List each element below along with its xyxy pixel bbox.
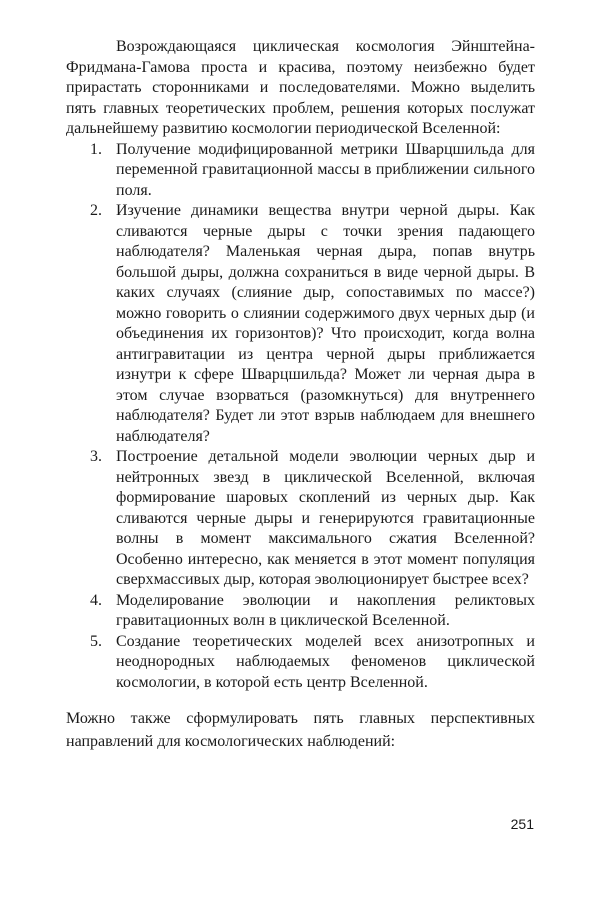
intro-paragraph: Возрождающаяся циклическая космология Эйнштейна-Фридмана-Гамова проста и красива, поэтому неизбежно будет прирастать сторонниками и последователями. Можно выделить пять главных теоретических проблем, решения которых послужат дальнейшему развитию космологии периодической Вселенной: — [66, 38, 535, 137]
list-item-number: 2. — [90, 202, 102, 219]
list-item-text: Получение модифицированной метрики Шварцшильда для переменной гравитационной массы в приближении сильного поля. — [116, 140, 535, 199]
list-item-number: 4. — [90, 591, 102, 609]
list-item-number: 5. — [90, 632, 102, 650]
list-item — [66, 447, 535, 591]
list-item-number: 3. — [90, 448, 102, 465]
list-item-number: 1. — [90, 140, 102, 158]
list-item-text: Построение детальной модели эволюции черных дыр и нейтронных звезд в циклической Вселенной, включая формирование шаровых скоплений из черных дыр. Как сливаются черные дыры и генерируются гравитационные волны в момент максимального сжатия Вселенной? Особенно интересно, как меняется в этот момент популяция сверхмассивых дыр, которая эволюционирует быстрее всех? — [116, 448, 535, 588]
list-item-text: Создание теоретических моделей всех анизотропных и неоднородных наблюдаемых феноменов циклической космологии, в которой есть центр Вселенной. — [116, 632, 535, 691]
list-item — [66, 591, 535, 632]
closing-paragraph: Можно также сформулировать пять главных перспективных направлений для космологических наблюдений: — [66, 710, 535, 750]
list-item — [66, 140, 535, 202]
list-item — [66, 201, 535, 447]
page-number: 251 — [510, 816, 534, 832]
problems-list — [66, 140, 535, 694]
list-item — [66, 632, 535, 694]
list-item-text: Моделирование эволюции и накопления реликтовых гравитационных волн в циклической Вселенной. — [116, 591, 535, 629]
list-item-text: Изучение динамики вещества внутри черной дыры. Как сливаются черные дыры с точки зрения падающего наблюдателя? Маленькая черная дыра, попав внутрь большой дыры, должна сохраниться в виде черной дыры. В каких случаях (слияние дыр, сопоставимых по массе?) можно говорить о слиянии содержимого двух черных дыр (и объединения их горизонтов)? Что происходит, когда волна антигравитации из центра черной дыры приближается изнутри к сфере Шварцшильда? Может ли черная дыра в этом случае взорваться (разомкнуться) для внутреннего наблюдателя? Будет ли этот взрыв наблюдаем для внешнего наблюдателя? — [116, 202, 535, 445]
